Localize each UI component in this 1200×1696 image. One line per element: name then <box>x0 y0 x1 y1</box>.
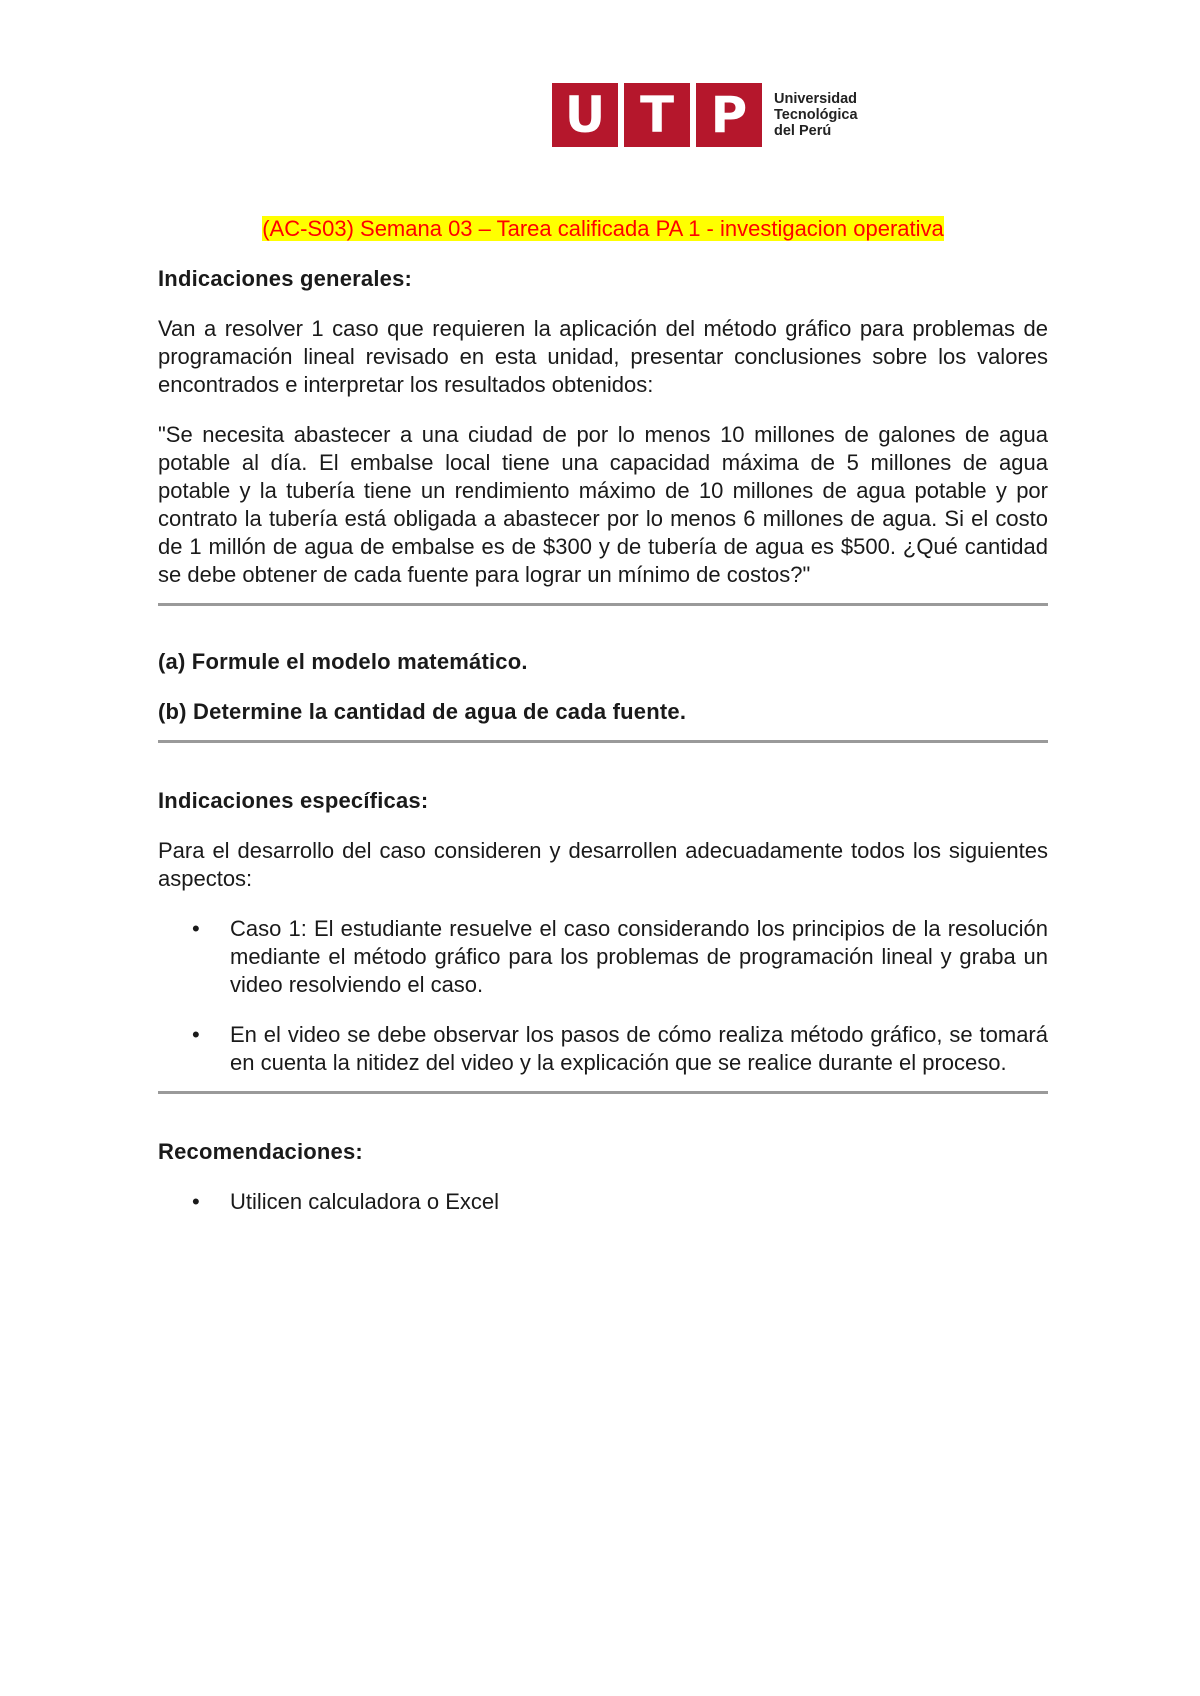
list-item <box>158 915 1048 999</box>
list-item-text: Caso 1: El estudiante resuelve el caso considerando los principios de la resolución mediante el método gráfico para los problemas de programación lineal y graba un video resolviendo el caso. <box>230 916 1048 997</box>
question-a: (a) Formule el modelo matemático. <box>158 649 528 674</box>
specific-instructions-intro: Para el desarrollo del caso consideren y desarrollen adecuadamente todos los siguientes aspectos: <box>158 838 1048 891</box>
general-instructions-intro: Van a resolver 1 caso que requieren la aplicación del método gráfico para problemas de programación lineal revisado en esta unidad, presentar conclusiones sobre los valores encontrados e interpretar los resultados obtenidos: <box>158 316 1048 397</box>
logo-letter-p: P <box>696 83 762 147</box>
logo-letter-u: U <box>552 83 618 147</box>
section-divider-2 <box>158 740 1048 743</box>
question-b: (b) Determine la cantidad de agua de cada fuente. <box>158 699 687 724</box>
utp-logo <box>552 83 858 147</box>
recommendations-heading: Recomendaciones: <box>158 1139 363 1164</box>
logo-letter-t: T <box>624 83 690 147</box>
specific-instructions-heading: Indicaciones específicas: <box>158 788 429 813</box>
bullet-icon: • <box>192 916 200 941</box>
bullet-icon: • <box>192 1189 200 1214</box>
logo-name-line-2: Tecnológica <box>774 107 858 123</box>
document-body <box>158 215 1048 1238</box>
recommendations-list <box>158 1188 1048 1216</box>
logo-blocks <box>552 83 762 147</box>
general-instructions-heading: Indicaciones generales: <box>158 266 413 291</box>
logo-name-line-1: Universidad <box>774 91 857 107</box>
list-item-text: En el video se debe observar los pasos de cómo realiza método gráfico, se tomará en cuenta la nitidez del video y la explicación que se realice durante el proceso. <box>230 1022 1048 1075</box>
document-title <box>158 215 1048 243</box>
list-item-text: Utilicen calculadora o Excel <box>230 1189 500 1214</box>
section-divider-3 <box>158 1091 1048 1094</box>
specific-instructions-list <box>158 915 1048 1077</box>
section-divider-1 <box>158 603 1048 606</box>
list-item <box>158 1188 1048 1216</box>
bullet-icon: • <box>192 1022 200 1047</box>
case-statement: "Se necesita abastecer a una ciudad de por lo menos 10 millones de galones de agua potable al día. El embalse local tiene una capacidad máxima de 5 millones de agua potable y la tubería tiene un rendimiento máximo de 10 millones de agua potable y por contrato la tubería está obligada a abastecer por lo menos 6 millones de agua. Si el costo de 1 millón de agua de embalse es de $300 y de tubería de agua es $500. ¿Qué cantidad se debe obtener de cada fuente para lograr un mínimo de costos?" <box>158 422 1048 587</box>
document-title-text: (AC-S03) Semana 03 – Tarea calificada PA 1 - investigacion operativa <box>262 216 944 241</box>
logo-university-name <box>774 91 858 139</box>
logo-name-line-3: del Perú <box>774 123 832 139</box>
list-item <box>158 1021 1048 1077</box>
